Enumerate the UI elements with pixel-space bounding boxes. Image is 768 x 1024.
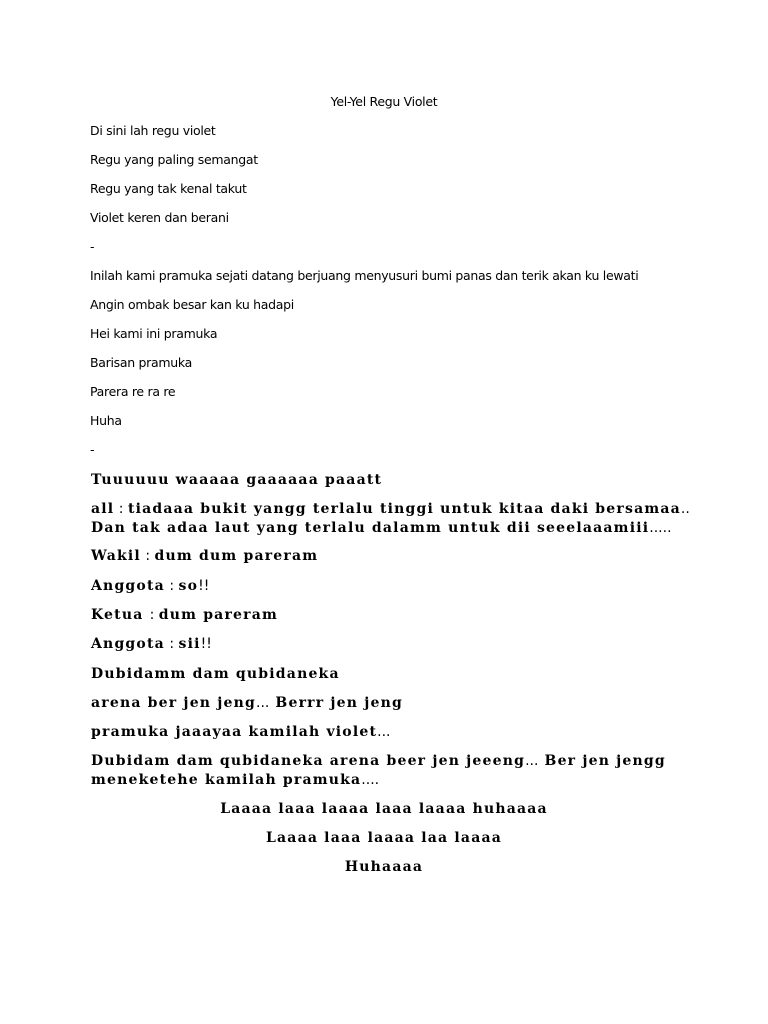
chant-anggota-separator-1: :	[164, 578, 179, 594]
chant-anggota-tail-1: !!	[198, 578, 210, 594]
verse1-line-1: Di sini lah regu violet	[90, 123, 216, 138]
chant-arena-line	[91, 694, 403, 712]
chant-dubidam-text-b: Ber jen jengg	[538, 753, 666, 769]
chant-huhaaaa-line: Huhaaaa	[344, 859, 424, 875]
chant-ketua-separator: :	[149, 607, 159, 623]
verse1-line-4: Violet keren dan berani	[90, 210, 229, 225]
chant-meneketehe-text: meneketehe kamilah pramuka	[91, 772, 362, 788]
chant-ketua-label: Ketua	[91, 607, 150, 623]
chant-meneketehe-dots: ....	[361, 772, 380, 788]
verse2-line-5: Parera re ra re	[90, 384, 176, 399]
chant-dubidam-line	[91, 752, 666, 770]
chant-all-tail-1: ..	[680, 501, 690, 517]
chant-all-text-2: Dan tak adaa laut yang terlalu dalamm untuk dii seeelaaamiii	[91, 520, 650, 536]
chant-anggota-label-1: Anggota	[91, 578, 165, 594]
chant-laaa-line-1: Laaaa laaa laaaa laaa laaaa huhaaaa	[220, 801, 548, 817]
chant-all-text-1: tiadaaa bukit yangg terlalu tinggi untuk kitaa daki bersamaa	[127, 501, 681, 517]
chant-anggota-label-2: Anggota	[91, 636, 165, 652]
chant-arena-text-b: Berrr jen jeng	[269, 695, 403, 711]
chant-pramuka-text: pramuka jaaayaa kamilah violet	[91, 724, 378, 740]
chant-ketua-line	[91, 606, 278, 624]
chant-anggota-separator-2: :	[164, 636, 179, 652]
verse1-line-3: Regu yang tak kenal takut	[90, 181, 247, 196]
chant-pramuka-dots: ...	[377, 724, 391, 740]
verse2-line-6: Huha	[90, 413, 122, 428]
chant-arena-text-a: arena ber jen jeng	[91, 695, 256, 711]
chant-laaa-line-2: Laaaa laaa laaaa laa laaaa	[265, 830, 503, 846]
verse2-line-2: Angin ombak besar kan ku hadapi	[90, 297, 294, 312]
verse2-separator: -	[90, 442, 95, 457]
chant-anggota-line-2	[91, 635, 212, 653]
verse2-line-1: Inilah kami pramuka sejati datang berjuang menyusuri bumi panas dan terik akan ku lewati	[90, 268, 639, 283]
chant-all-label: all	[91, 501, 115, 517]
verse2-line-3: Hei kami ini pramuka	[90, 326, 218, 341]
chant-anggota-tail-2: !!	[200, 636, 212, 652]
chant-anggota-text-2: sii	[178, 636, 201, 652]
chant-wakil-separator: :	[140, 548, 155, 564]
chant-dubidam-text-a: Dubidam dam qubidaneka arena beer jen jeeeng	[91, 753, 526, 769]
chant-all-line-2	[91, 519, 672, 537]
chant-dubidamm-line: Dubidamm dam qubidaneka	[91, 666, 340, 682]
chant-all-line-1	[91, 500, 690, 518]
chant-meneketehe-line	[91, 771, 379, 789]
document-title: Yel-Yel Regu Violet	[330, 94, 438, 109]
chant-ketua-text: dum pareram	[158, 607, 278, 623]
chant-anggota-text-1: so	[178, 578, 199, 594]
verse2-line-4: Barisan pramuka	[90, 355, 192, 370]
verse1-line-2: Regu yang paling semangat	[90, 152, 258, 167]
chant-anggota-line-1	[91, 577, 209, 595]
verse1-separator: -	[90, 239, 95, 254]
chant-wakil-label: Wakil	[91, 548, 141, 564]
chant-dubidam-dots: ...	[525, 753, 539, 769]
chant-pramuka-line	[91, 723, 391, 741]
chant-all-tail-2: .....	[649, 520, 672, 536]
chant-arena-dots: ...	[256, 695, 270, 711]
chant-all-separator: :	[114, 501, 128, 517]
chant-wakil-line	[91, 547, 318, 565]
chant-wakil-text: dum dum pareram	[154, 548, 319, 564]
chant-line-tuuuuuu: Tuuuuuu waaaaa gaaaaaa paaatt	[91, 472, 383, 488]
